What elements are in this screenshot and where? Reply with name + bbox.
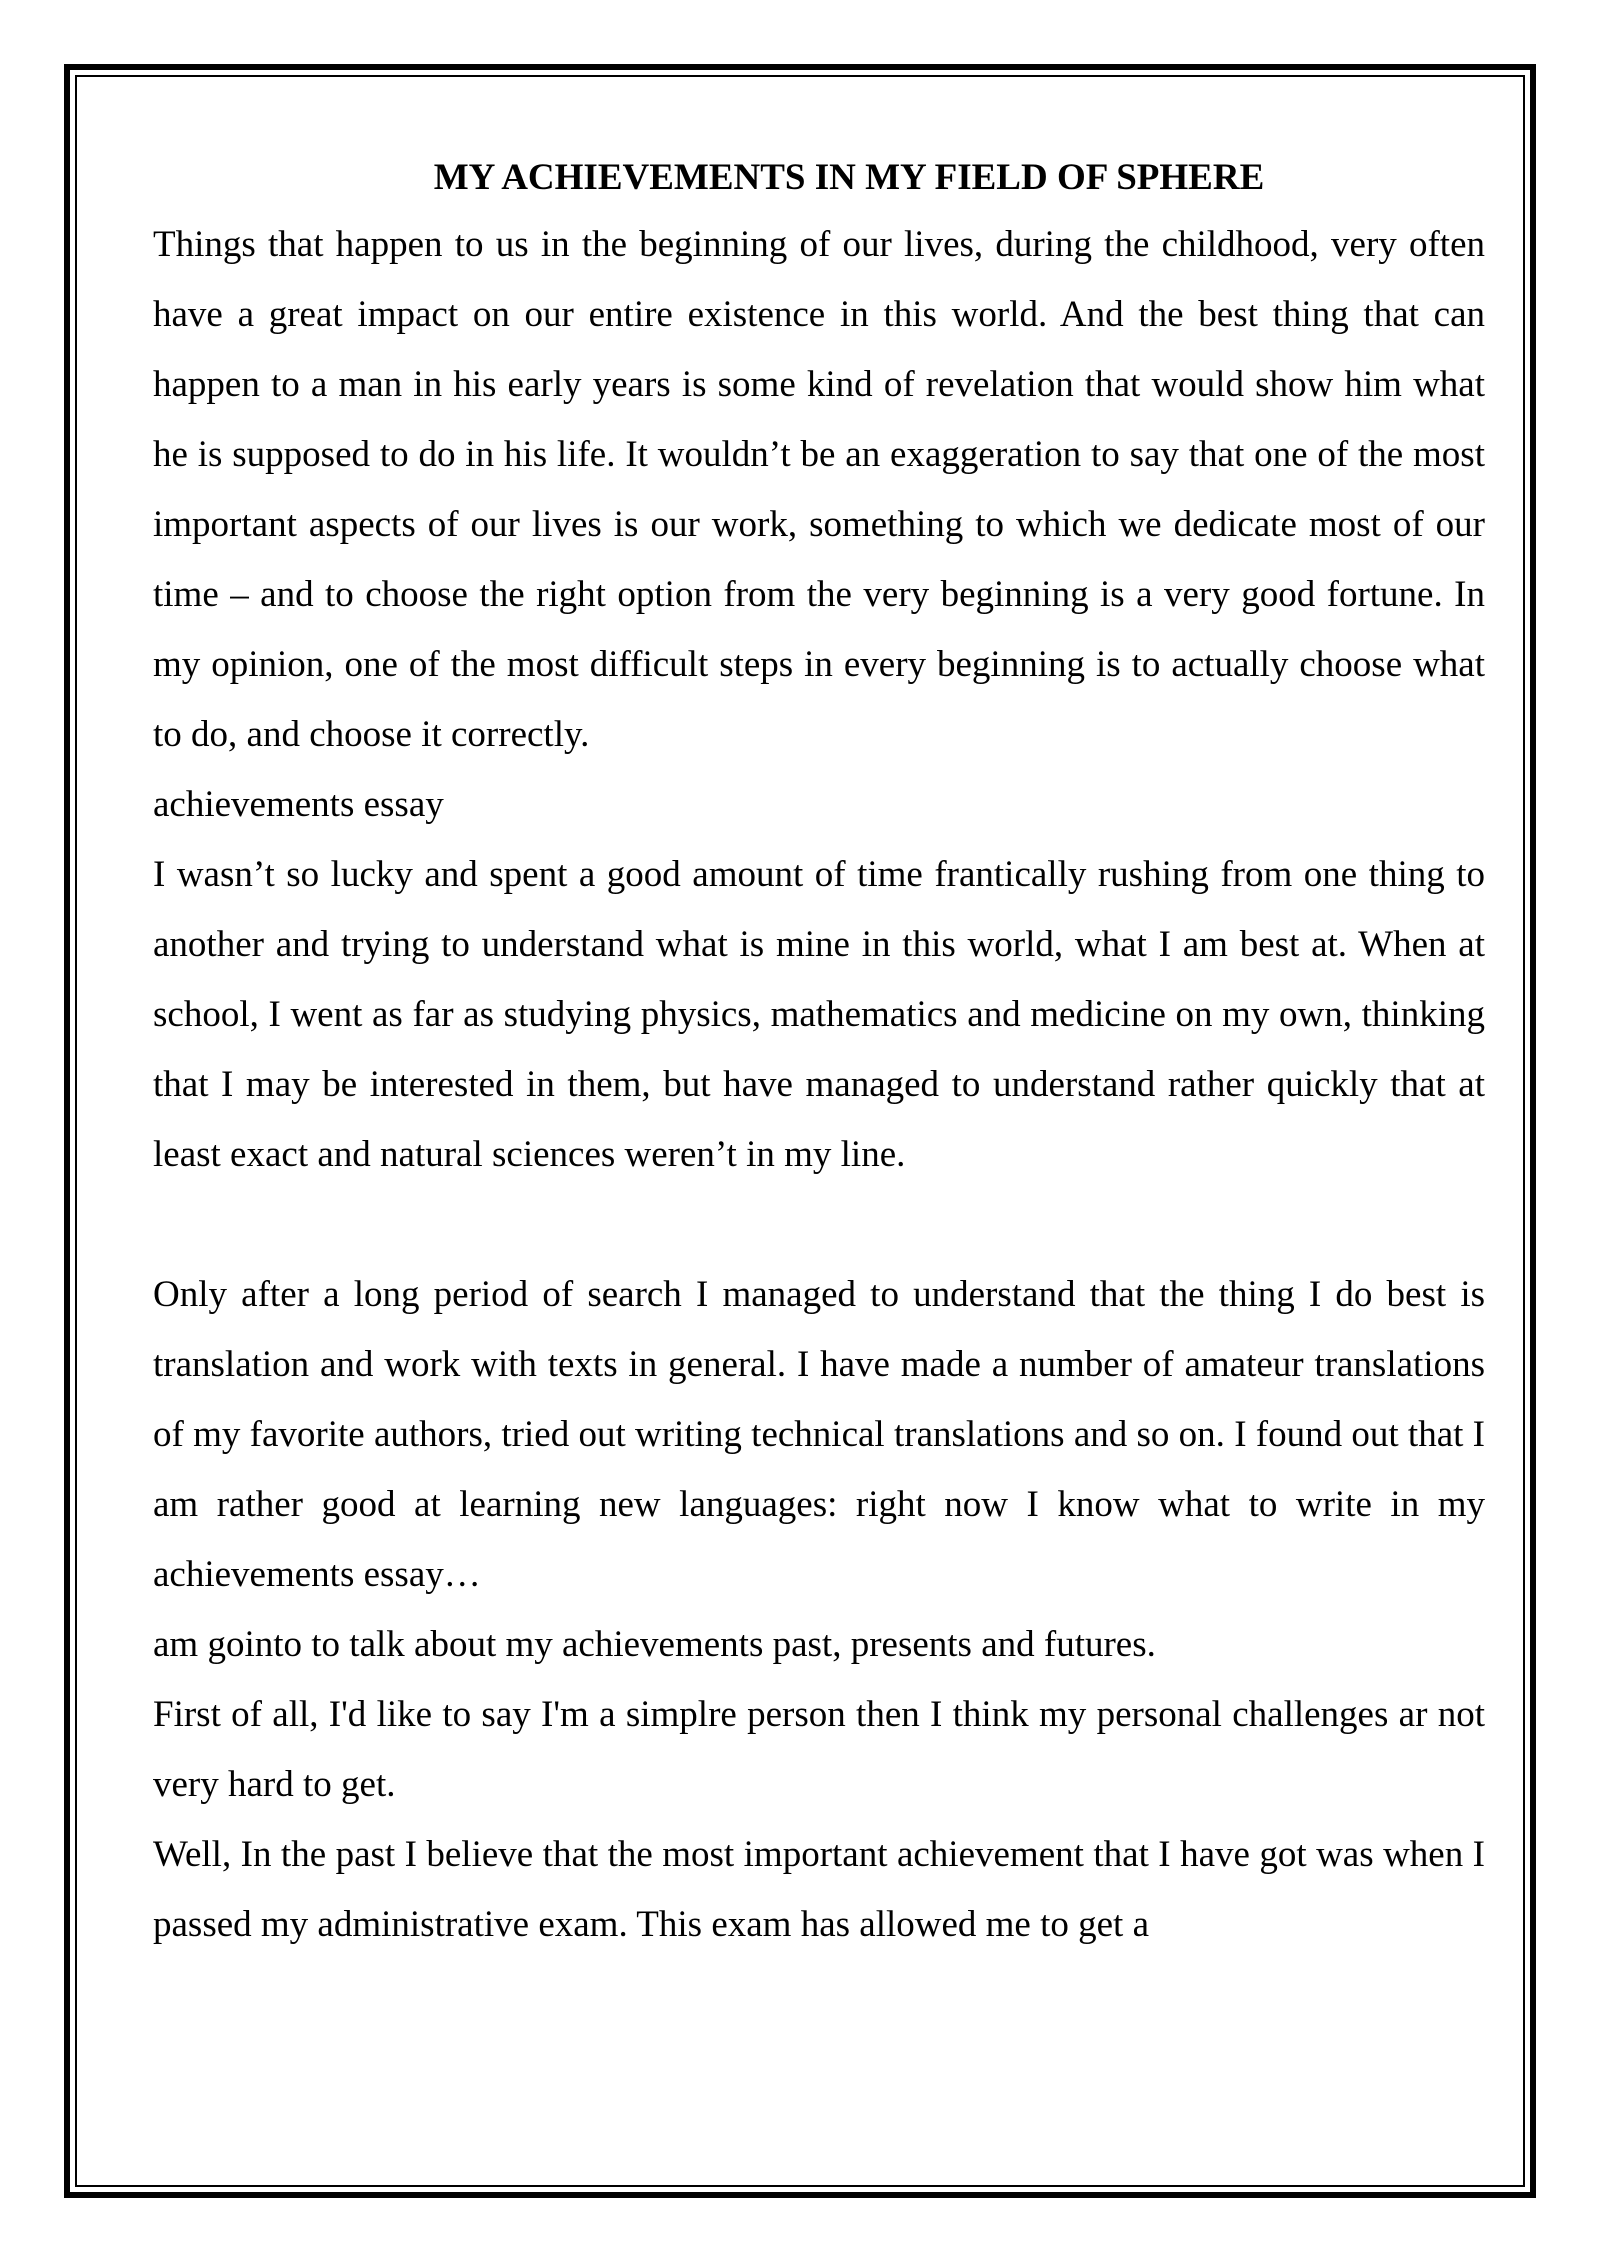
document-title: MY ACHIEVEMENTS IN MY FIELD OF SPHERE [433, 157, 1265, 198]
paragraph-exam: Well, In the past I believe that the most important achievement that I have got was when I passed my administrative exam. This exam has allowed me to get a [153, 1834, 1485, 1945]
paragraph-keyword: achievements essay [153, 784, 444, 825]
document-body [153, 148, 1485, 1960]
paragraph-intro: am gointo to talk about my achievements past, presents and futures. [153, 1624, 1156, 1665]
paragraph-searching: I wasn’t so lucky and spent a good amount of time frantically rushing from one thing to another and trying to understand what is mine in this world, what I am best at. When at school, I went as far as studying physics, mathematics and medicine on my own, thinking that I may be interested in them, but have managed to understand rather quickly that at least exact and natural sciences weren’t in my line. [153, 854, 1485, 1175]
paragraph-childhood: Things that happen to us in the beginning of our lives, during the childhood, very often have a great impact on our entire existence in this world. And the best thing that can happen to a man in his early years is some kind of revelation that would show him what he is supposed to do in his life. It wouldn’t be an exaggeration to say that one of the most important aspects of our lives is our work, something to which we dedicate most of our time – and to choose the right option from the very beginning is a very good fortune. In my opinion, one of the most difficult steps in every beginning is to actually choose what to do, and choose it correctly. [153, 224, 1485, 755]
paragraph-translation: Only after a long period of search I managed to understand that the thing I do best is translation and work with texts in general. I have made a number of amateur translations of my favorite authors, tried out writing technical translations and so on. I found out that I am rather good at learning new languages: right now I know what to write in my achievements essay… [153, 1274, 1485, 1595]
paragraph-gap [153, 1190, 1485, 1260]
paragraph-simple-person: First of all, I'd like to say I'm a simplre person then I think my personal challenges ar not very hard to get. [153, 1694, 1485, 1805]
